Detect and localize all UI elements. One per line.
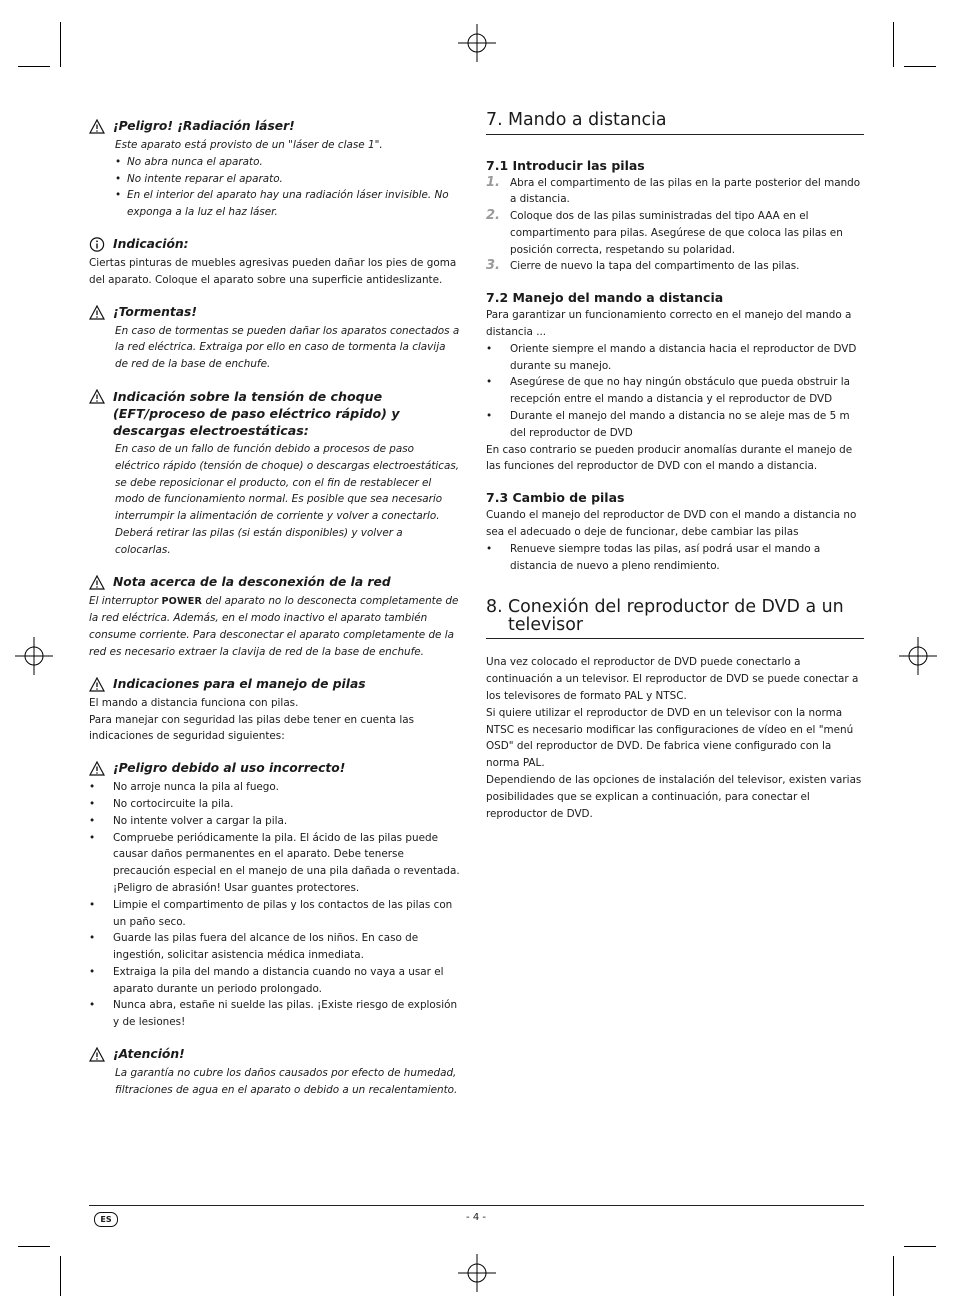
- text-segment: del aparato no lo desconecta completamente de la red eléctrica. Además, en el modo inactivo el aparato también consume corriente. Para desconectar el aparato completamente de la red es necesario extraer la clavija de red de la base de enchufe.: [89, 594, 459, 658]
- left-column: [89, 118, 461, 1114]
- paragraph: Para garantizar un funcionamiento correcto en el manejo del mando a distancia ...: [486, 309, 852, 339]
- warning-icon: [89, 118, 113, 135]
- crop-mark: [60, 1256, 61, 1296]
- section-number: 7.: [486, 110, 503, 130]
- registration-mark-icon: [458, 1254, 496, 1292]
- page-number: - 4 -: [466, 1212, 486, 1223]
- step-text: Cierre de nuevo la tapa del compartimento de las pilas.: [510, 260, 800, 273]
- section-heading: [89, 304, 461, 321]
- eft-section: [89, 388, 461, 559]
- warning-icon: [89, 1046, 113, 1063]
- warning-icon: [89, 676, 113, 693]
- indicacion-text: Ciertas pinturas de muebles agresivas pueden dañar los pies de goma del aparato. Coloque el aparato sobre una superficie antideslizante.: [89, 256, 457, 286]
- section-number: 8.: [486, 597, 503, 618]
- crop-mark: [60, 22, 61, 67]
- section-7-3: [486, 490, 864, 574]
- peligro-uso-section: [89, 760, 461, 1031]
- eft-title: Indicación sobre la tensión de choque (EFT/proceso de paso eléctrico rápido) y descargas electroestáticas:: [113, 388, 400, 438]
- power-keyword: POWER: [161, 595, 203, 607]
- list-item: • Renueve siempre todas las pilas, así podrá usar el mando a distancia de nuevo a pleno rendimiento.: [486, 541, 864, 575]
- list-item: • Extraiga la pila del mando a distancia cuando no vaya a usar el aparato durante un periodo prolongado.: [89, 964, 461, 998]
- peligro-uso-title: ¡Peligro debido al uso incorrecto!: [113, 761, 346, 776]
- section-heading: [89, 118, 461, 135]
- section-8-title: [486, 599, 864, 639]
- subsection-title: 7.2 Manejo del mando a distancia: [486, 290, 724, 306]
- list-item: • Durante el manejo del mando a distancia no se aleje mas de 5 m del reproductor de DVD: [486, 408, 864, 442]
- desconexion-section: [89, 574, 461, 661]
- atencion-text: La garantía no cubre los daños causados por efecto de humedad, filtraciones de agua en el aparato o debido a un recalentamiento.: [115, 1067, 458, 1096]
- info-icon: [89, 236, 113, 253]
- pilas-title: Indicaciones para el manejo de pilas: [113, 676, 366, 691]
- crop-mark: [18, 66, 50, 67]
- registration-mark-icon: [899, 637, 937, 675]
- steps-list: [486, 175, 864, 276]
- pilas-line1: El mando a distancia funciona con pilas.: [89, 696, 299, 709]
- indicacion-title: Indicación:: [113, 236, 189, 251]
- warning-icon: [89, 388, 113, 405]
- section-heading: [89, 574, 461, 591]
- list-item: • Oriente siempre el mando a distancia hacia el reproductor de DVD durante su manejo.: [486, 341, 864, 375]
- peligro-uso-list: [89, 779, 461, 1031]
- paragraph: Dependiendo de las opciones de instalación del televisor, existen varias posibilidades que se explican a continuación, para conectar el reproductor de DVD.: [486, 774, 862, 820]
- language-badge: ES: [94, 1212, 118, 1227]
- right-column: [486, 112, 864, 822]
- section-7-title: [486, 112, 864, 135]
- crop-mark: [893, 1256, 894, 1296]
- subsection-title: 7.1 Introducir las pilas: [486, 157, 645, 173]
- laser-intro: Este aparato está provisto de un "láser de clase 1".: [115, 139, 383, 151]
- paragraph: Cuando el manejo del reproductor de DVD con el mando a distancia no sea el adecuado o deje de funcionar, debe cambiar las pilas: [486, 509, 857, 539]
- desconexion-title: Nota acerca de la desconexión de la red: [113, 574, 391, 589]
- section-title-text: televisor: [508, 614, 584, 635]
- text-segment: El interruptor: [89, 594, 162, 607]
- list-item: [486, 175, 864, 209]
- footer-divider: [89, 1205, 864, 1206]
- section-heading: [89, 1046, 461, 1063]
- warning-icon: [89, 574, 113, 591]
- paragraph: Una vez colocado el reproductor de DVD puede conectarlo a continuación a un televisor. El reproductor de DVD se puede conectar a los televisores de formato PAL y NTSC.: [486, 656, 859, 703]
- list-item: • Limpie el compartimento de pilas y los contactos de las pilas con un paño seco.: [89, 897, 461, 931]
- tormentas-title: ¡Tormentas!: [113, 304, 197, 319]
- crop-mark: [904, 1246, 936, 1247]
- tormentas-section: [89, 304, 461, 373]
- crop-mark: [904, 66, 936, 67]
- atencion-title: ¡Atención!: [113, 1047, 185, 1062]
- pilas-section: [89, 676, 461, 745]
- list-item: • No arroje nunca la pila al fuego.: [89, 779, 461, 796]
- subsection-title: 7.3 Cambio de pilas: [486, 490, 625, 506]
- section-heading: [89, 388, 461, 439]
- list-item: [486, 208, 864, 258]
- paragraph: Si quiere utilizar el reproductor de DVD en un televisor con la norma NTSC es necesario modificar las configuraciones de vídeo en el "menú OSD" del reproductor de DVD. De fabrica viene configurado con la norma PAL.: [486, 706, 854, 770]
- section-heading: [89, 236, 461, 253]
- registration-mark-icon: [15, 637, 53, 675]
- list-item: • Compruebe periódicamente la pila. El ácido de las pilas puede causar daños permanentes en el aparato. Debe tenerse precaución especial en el manejo de una pila dañada o reventada. ¡Peligro de abrasión! Usar guantes protectores.: [89, 830, 461, 897]
- section-title-text: Conexión del reproductor de DVD a un: [508, 597, 844, 618]
- warning-icon: [89, 304, 113, 321]
- section-8-body: [486, 654, 864, 822]
- list-item: • Guarde las pilas fuera del alcance de los niños. En caso de ingestión, solicitar asistencia médica inmediata.: [89, 930, 461, 964]
- indicacion-section: [89, 236, 461, 289]
- step-number: 2.: [486, 208, 500, 224]
- paragraph: En caso contrario se pueden producir anomalías durante el manejo de las funciones del reproductor de DVD con el mando a distancia.: [486, 443, 853, 473]
- tormentas-text: En caso de tormentas se pueden dañar los aparatos conectados a la red eléctrica. Extraiga por ello en caso de tormenta la clavija de red de la base de enchufe.: [115, 324, 460, 371]
- list-item: • Asegúrese de que no hay ningún obstáculo que pueda obstruir la recepción entre el mando a distancia y el reproductor de DVD: [486, 374, 864, 408]
- list-item: • No abra nunca el aparato.: [115, 154, 461, 171]
- laser-list: [115, 154, 461, 221]
- section-heading: [89, 760, 461, 777]
- step-number: 3.: [486, 258, 500, 274]
- list-item: • Nunca abra, estañe ni suelde las pilas. ¡Existe riesgo de explosión y de lesiones!: [89, 997, 461, 1031]
- list-item: • No cortocircuite la pila.: [89, 796, 461, 813]
- bullet-list: [486, 341, 864, 442]
- list-item: • No intente volver a cargar la pila.: [89, 813, 461, 830]
- step-text: Coloque dos de las pilas suministradas del tipo AAA en el compartimento para pilas. Asegúrese de que coloca las pilas en posición correcta, respetando su polaridad.: [510, 210, 843, 256]
- desconexion-text: [89, 593, 461, 661]
- step-number: 1.: [486, 174, 500, 190]
- section-heading: [89, 676, 461, 693]
- list-item: [486, 258, 864, 275]
- atencion-section: [89, 1046, 461, 1099]
- crop-mark: [893, 22, 894, 67]
- section-7-2: [486, 290, 864, 475]
- pilas-line2: Para manejar con seguridad las pilas debe tener en cuenta las indicaciones de seguridad siguientes:: [89, 713, 415, 743]
- registration-mark-icon: [458, 24, 496, 62]
- step-text: Abra el compartimento de las pilas en la parte posterior del mando a distancia.: [510, 176, 861, 206]
- list-item: • No intente reparar el aparato.: [115, 171, 461, 188]
- eft-text: En caso de un fallo de función debido a procesos de paso eléctrico rápido (tensión de choque) o descargas electroestáticas, se debe reposicionar el producto, con el fin de restablecer el modo de funcionamiento normal. Es posible que sea necesario interrumpir la alimentación de corriente y volver a conectarlo. Deberá retirar las pilas (si están disponibles) y volver a colocarlas.: [115, 442, 460, 556]
- bullet-list: [486, 541, 864, 575]
- laser-warning-section: [89, 118, 461, 221]
- section-title-text: Mando a distancia: [508, 110, 667, 130]
- section-7-1: [486, 158, 864, 276]
- list-item: • En el interior del aparato hay una radiación láser invisible. No exponga a la luz el haz láser.: [115, 187, 461, 221]
- warning-icon: [89, 760, 113, 777]
- crop-mark: [18, 1246, 50, 1247]
- laser-title: ¡Peligro! ¡Radiación láser!: [113, 119, 295, 133]
